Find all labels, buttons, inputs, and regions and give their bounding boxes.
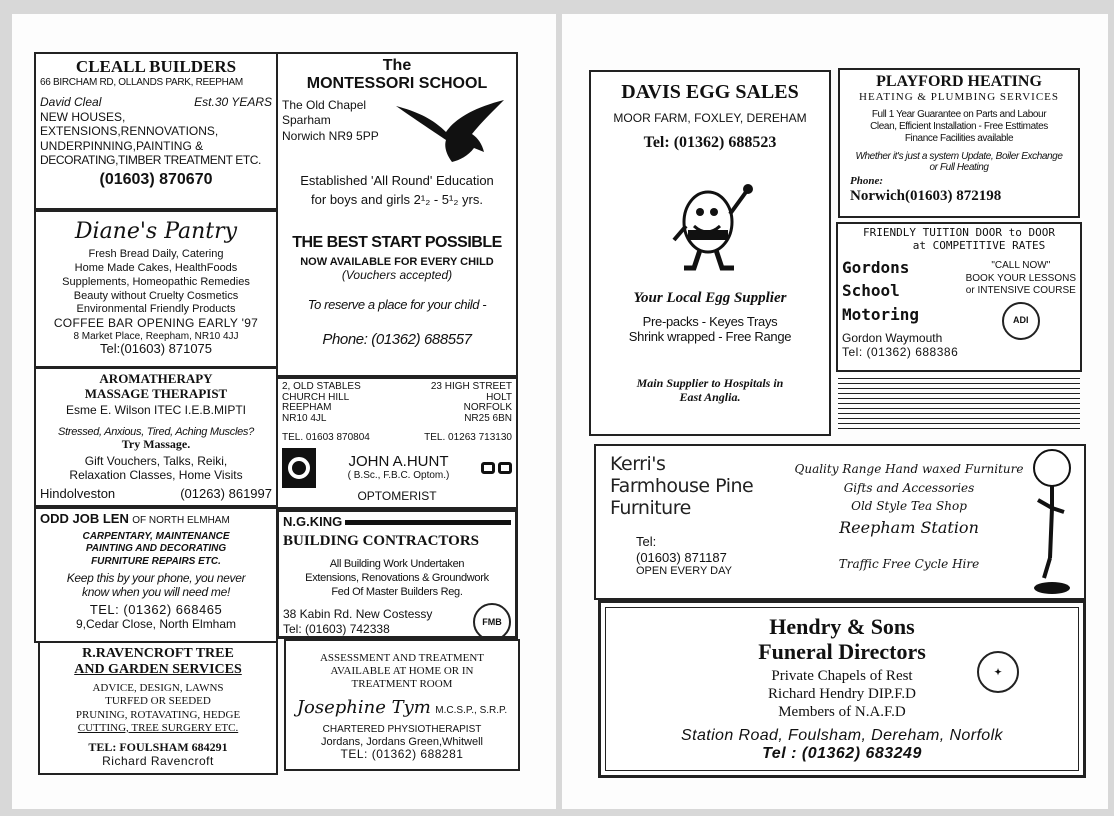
gordons-word-3: Motoring	[842, 304, 920, 324]
hendry-title-1: Hendry & Sons	[769, 614, 915, 639]
optom-right-address-3: NORFOLK	[463, 402, 512, 413]
playford-phone: Norwich(01603) 872198	[850, 187, 1002, 204]
ravencroft-ad	[38, 641, 278, 775]
ngking-address: 38 Kabin Rd. New Costessy	[283, 606, 433, 621]
playford-whether-2: or Full Heating	[929, 162, 989, 174]
montessori-headline: THE BEST START POSSIBLE	[292, 233, 502, 251]
oddjob-tel: TEL: (01362) 668465	[89, 602, 223, 618]
montessori-address-2: Sparham	[282, 113, 331, 128]
optom-left-address-4: NR10 4JL	[282, 412, 327, 424]
egg-mascot-icon	[660, 174, 760, 274]
playford-title: PLAYFORD HEATING	[876, 73, 1042, 90]
ngking-rule	[345, 520, 511, 525]
gordons-name: Gordon Waymouth	[842, 330, 943, 345]
dianes-pantry-ad	[34, 210, 278, 368]
kerris-tea-shop: Old Style Tea Shop	[851, 499, 967, 514]
kerris-tel-label: Tel:	[636, 534, 657, 549]
davis-packs-1: Pre-packs - Keyes Trays	[642, 314, 778, 330]
davis-local: Your Local Egg Supplier	[633, 290, 787, 307]
optom-right-address-4: NR25 6BN	[464, 412, 512, 424]
ngking-line-3: Fed Of Master Builders Reg.	[331, 585, 463, 598]
montessori-address-1: The Old Chapel	[282, 97, 367, 112]
pantry-line-3: Supplements, Homeopathic Remedies	[62, 275, 250, 288]
gordons-header-2: at COMPETITIVE RATES	[912, 238, 1046, 252]
cleall-line-1: NEW HOUSES,	[40, 109, 126, 124]
physio-qualifications: M.C.S.P., S.R.P.	[435, 704, 508, 716]
aroma-phone: (01263) 861997	[180, 485, 272, 501]
playford-guarantee-1: Full 1 Year Guarantee on Parts and Labour	[871, 109, 1047, 121]
aroma-title-1: AROMATHERAPY	[99, 371, 213, 386]
oddjob-service-1: CARPENTARY, MAINTENANCE	[82, 530, 230, 542]
optometrist-ad	[276, 377, 518, 509]
cleall-line-2: EXTENSIONS,RENNOVATIONS,	[40, 124, 219, 139]
hendry-tel: Tel : (01362) 683249	[762, 744, 922, 762]
ngking-ad	[276, 509, 518, 639]
cleall-title: CLEALL BUILDERS	[75, 57, 237, 76]
physio-address: Jordans, Jordans Green,Whitwell	[320, 735, 483, 748]
gordons-call-2: BOOK YOUR LESSONS	[965, 272, 1076, 284]
right-page	[562, 14, 1108, 809]
lamp-statue-icon	[1024, 448, 1080, 598]
fmb-badge-icon: FMB	[473, 603, 511, 639]
gordons-header-1: FRIENDLY TUITION DOOR to DOOR	[862, 226, 1056, 239]
physio-line-3: TREATMENT ROOM	[351, 678, 453, 691]
playford-whether-1: Whether it's just a system Update, Boiler Exchange	[855, 151, 1063, 163]
raven-tel: TEL: FOULSHAM 684291	[88, 739, 228, 754]
pantry-coffee-bar: COFFEE BAR OPENING EARLY '97	[53, 316, 259, 331]
montessori-available: NOW AVAILABLE FOR EVERY CHILD	[300, 256, 494, 269]
cleall-line-3: UNDERPINNING,PAINTING &	[40, 138, 204, 153]
pantry-tel: Tel:(01603) 871075	[99, 341, 213, 357]
montessori-vouchers: (Vouchers accepted)	[341, 267, 453, 282]
raven-line-1: ADVICE, DESIGN, LAWNS	[92, 682, 224, 695]
raven-line-2: TURFED OR SEEDED	[105, 695, 211, 708]
pantry-line-1: Fresh Bread Daily, Catering	[88, 248, 224, 261]
pantry-line-2: Home Made Cakes, HealthFoods	[74, 262, 238, 275]
playford-subtitle: HEATING & PLUMBING SERVICES	[859, 91, 1059, 104]
raven-line-3: PRUNING, ROTAVATING, HEDGE	[75, 708, 241, 721]
gordons-call-1: "CALL NOW"	[991, 260, 1051, 272]
aroma-town: Hindolveston	[40, 485, 116, 501]
optom-tel-2: TEL. 01263 713130	[424, 432, 512, 443]
cleall-est: Est.30 YEARS	[194, 95, 272, 110]
kerris-name-1: Kerri's	[610, 453, 666, 475]
optom-right-address-2: HOLT	[486, 391, 512, 403]
davis-egg-ad	[589, 70, 831, 436]
adi-badge-icon: ADI	[1002, 302, 1040, 340]
hendry-line-2: Richard Hendry DIP.F.D	[768, 685, 916, 702]
kerris-name-2: Farmhouse Pine	[610, 474, 754, 497]
oddjob-keep-1: Keep this by your phone, you never	[66, 571, 246, 586]
pantry-line-4: Beauty without Cruelty Cosmetics	[73, 289, 239, 302]
raven-title-1: R.RAVENCROFT TREE	[82, 646, 234, 661]
cleall-address: 66 BIRCHAM RD, OLLANDS PARK, REEPHAM	[40, 76, 243, 88]
glasses-icon	[481, 462, 512, 474]
kerris-gifts: Gifts and Accessories	[843, 480, 975, 495]
gordons-call-3: or INTENSIVE COURSE	[965, 285, 1076, 297]
gordons-word-1: Gordons	[842, 258, 910, 278]
montessori-phone: Phone: (01362) 688557	[322, 331, 472, 349]
hendry-title-2: Funeral Directors	[758, 639, 926, 665]
hendry-line-1: Private Chapels of Rest	[771, 667, 913, 684]
ngking-line-1: All Building Work Undertaken	[329, 558, 465, 571]
optom-name: JOHN A.HUNT	[348, 453, 449, 471]
ruled-lines	[838, 374, 1080, 430]
cleall-name: David Cleal	[40, 95, 102, 110]
kerris-station: Reepham Station	[839, 517, 979, 537]
aromatherapy-ad	[34, 367, 278, 507]
oddjob-address: 9,Cedar Close, North Elmham	[75, 616, 237, 631]
gordons-motoring-ad	[836, 222, 1082, 372]
playford-guarantee-3: Finance Facilities available	[904, 133, 1014, 145]
davis-tel: Tel: (01362) 688523	[643, 133, 777, 151]
eagle-icon	[394, 98, 506, 164]
nafd-seal-icon: ✦	[977, 651, 1019, 693]
optom-left-address-3: REEPHAM	[282, 402, 332, 413]
cleall-line-4: DECORATING,TIMBER TREATMENT ETC.	[40, 153, 261, 168]
cleall-builders-ad	[34, 52, 278, 210]
davis-main-2: East Anglia.	[679, 390, 741, 405]
oddjob-title: ODD JOB LEN	[40, 511, 129, 526]
kerris-cycle-hire: Traffic Free Cycle Hire	[838, 556, 980, 571]
cleall-phone: (01603) 870670	[99, 171, 213, 189]
optom-left-address-2: CHURCH HILL	[282, 391, 350, 403]
ngking-line-2: Extensions, Renovations & Groundwork	[305, 571, 489, 584]
playford-phone-label: Phone:	[850, 175, 883, 188]
ngking-title: BUILDING CONTRACTORS	[283, 532, 480, 549]
kerris-pine-ad	[594, 444, 1086, 600]
aroma-title-2: MASSAGE THERAPIST	[84, 385, 228, 401]
davis-main-1: Main Supplier to Hospitals in	[636, 376, 784, 391]
oddjob-keep-2: know when you will need me!	[82, 585, 230, 600]
kerris-name-3: Furniture	[610, 496, 691, 519]
hendry-address: Station Road, Foulsham, Dereham, Norfolk	[681, 726, 1003, 744]
oddjob-service-2: PAINTING AND DECORATING	[85, 543, 227, 555]
montessori-title: MONTESSORI SCHOOL	[306, 75, 488, 93]
playford-heating-ad	[838, 68, 1080, 218]
aroma-name: Esme E. Wilson ITEC I.E.B.MIPTI	[65, 402, 247, 417]
oddjob-service-3: FURNITURE REPAIRS ETC.	[91, 555, 221, 567]
optometry-logo-icon	[282, 448, 316, 488]
aroma-question: Stressed, Anxious, Tired, Aching Muscles?	[58, 425, 254, 438]
physio-role: CHARTERED PHYSIOTHERAPIST	[322, 724, 482, 736]
physio-ad	[284, 639, 520, 771]
optom-left-address-1: 2, OLD STABLES	[282, 381, 361, 392]
raven-title-2: AND GARDEN SERVICES	[74, 662, 242, 678]
raven-line-4: CUTTING, TREE SURGERY ETC.	[77, 721, 239, 734]
montessori-reserve: To reserve a place for your child -	[307, 297, 487, 313]
physio-line-2: AVAILABLE AT HOME OR IN	[330, 665, 474, 678]
optom-role: OPTOMERIST	[357, 488, 437, 503]
optom-right-address-1: 23 HIGH STREET	[430, 381, 512, 392]
montessori-the: The	[382, 57, 412, 74]
montessori-ages: for boys and girls 2¹₂ - 5¹₂ yrs.	[311, 191, 483, 207]
aroma-try: Try Massage.	[121, 437, 191, 452]
gordons-tel: Tel: (01362) 688386	[842, 344, 959, 359]
kerris-open: OPEN EVERY DAY	[636, 565, 732, 578]
hendry-funeral-ad	[598, 600, 1086, 778]
odd-job-len-ad	[34, 507, 278, 643]
aroma-gifts-2: Relaxation Classes, Home Visits	[69, 467, 243, 482]
oddjob-subtitle: OF NORTH ELMHAM	[132, 515, 230, 526]
pantry-title: Diane's Pantry	[74, 219, 238, 244]
montessori-address-3: Norwich NR9 5PP	[282, 128, 379, 143]
montessori-established: Established 'All Round' Education	[300, 172, 494, 188]
montessori-ad	[276, 52, 518, 377]
ngking-name: N.G.KING	[283, 514, 343, 529]
optom-qualifications: ( B.Sc., F.B.C. Optom.)	[347, 470, 450, 482]
ngking-tel: Tel: (01603) 742338	[283, 622, 390, 637]
left-page	[12, 14, 556, 809]
davis-address: MOOR FARM, FOXLEY, DEREHAM	[613, 111, 807, 125]
pantry-address: 8 Market Place, Reepham, NR10 4JJ	[73, 330, 239, 342]
davis-packs-2: Shrink wrapped - Free Range	[628, 329, 792, 345]
physio-tel: TEL: (01362) 688281	[340, 747, 464, 762]
physio-line-1: ASSESSMENT AND TREATMENT	[319, 652, 484, 664]
optom-tel-1: TEL. 01603 870804	[282, 432, 370, 443]
gordons-word-2: School	[842, 281, 900, 301]
playford-guarantee-2: Clean, Efficient Installation - Free Esttimates	[870, 121, 1048, 133]
aroma-gifts-1: Gift Vouchers, Talks, Reiki,	[84, 454, 228, 469]
kerris-tel: (01603) 871187	[636, 549, 727, 565]
davis-title: DAVIS EGG SALES	[621, 81, 799, 103]
kerris-quality: Quality Range Hand waxed Furniture	[794, 462, 1024, 476]
hendry-line-3: Members of N.A.F.D	[778, 703, 906, 720]
physio-name: Josephine Tym	[296, 696, 431, 718]
raven-name: Richard Ravencroft	[102, 753, 214, 768]
pantry-line-5: Environmental Friendly Products	[76, 303, 236, 316]
